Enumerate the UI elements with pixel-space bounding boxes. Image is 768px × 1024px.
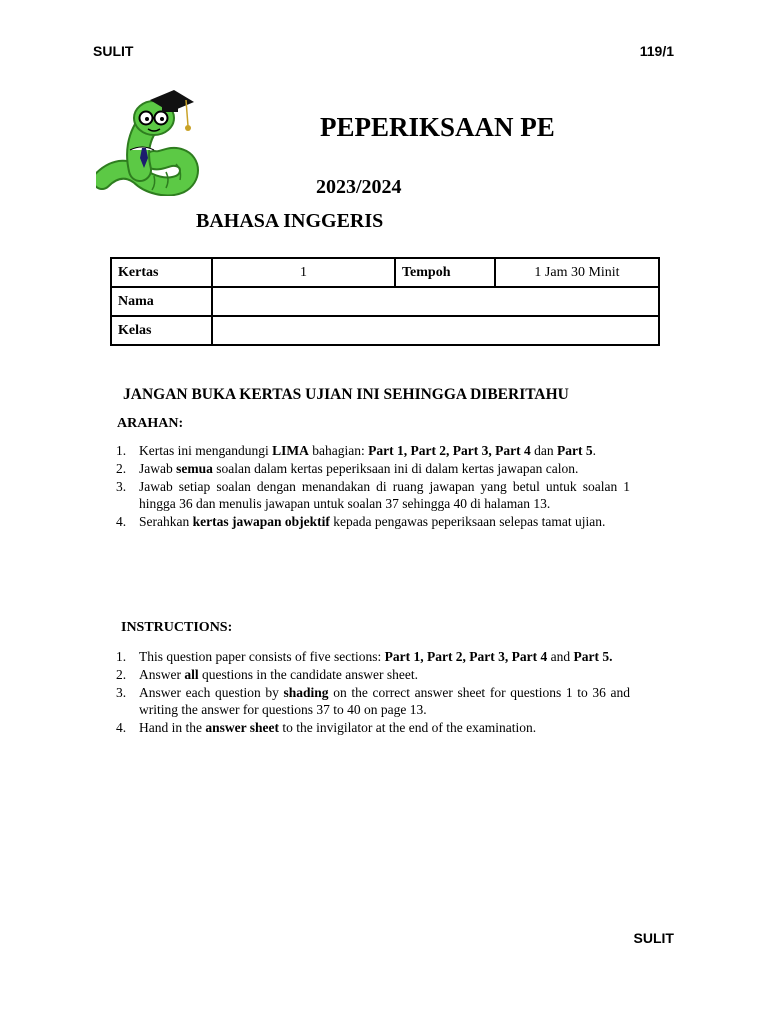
list-item: 4. Hand in the answer sheet to the invigilator at the end of the examination. [116,720,537,735]
kertas-value: 1 [212,258,395,287]
instructions-list [116,648,630,737]
list-item: 2. Jawab semua soalan dalam kertas peperiksaan ini di dalam kertas jawapan calon. [116,461,579,476]
instructions-heading: INSTRUCTIONS: [121,620,233,635]
table-row [111,287,659,316]
list-item: 1. This question paper consists of five sections: Part 1, Part 2, Part 3, Part 4 and Part 5. [116,649,613,664]
list-item: 3. Answer each question by shading on the correct answer sheet for questions 1 to 36 and writing the answer for questions 37 to 40 on page 13. [116,685,631,717]
arahan-heading: ARAHAN: [117,416,184,431]
exam-year: 2023/2024 [316,176,402,198]
exam-subject: BAHASA INGGERIS [196,210,384,232]
paper-code: 119/1 [639,43,674,59]
header-sulit-label: SULIT [93,43,134,59]
graduate-worm-icon [96,88,200,196]
footer-sulit-label: SULIT [633,930,674,946]
exam-title: PEPERIKSAAN PE [320,112,555,142]
list-item: 4. Serahkan kertas jawapan objektif kepada pengawas peperiksaan selepas tamat ujian. [116,514,606,529]
list-item: 1. Kertas ini mengandungi LIMA bahagian: Part 1, Part 2, Part 3, Part 4 dan Part 5. [116,443,597,458]
kelas-label: Kelas [111,316,212,345]
kelas-field[interactable] [212,316,659,345]
candidate-info-table [110,257,660,346]
tempoh-value: 1 Jam 30 Minit [495,258,659,287]
nama-field[interactable] [212,287,659,316]
do-not-open-warning: JANGAN BUKA KERTAS UJIAN INI SEHINGGA DIBERITAHU [123,386,569,403]
arahan-list [116,442,630,531]
table-row [111,316,659,345]
table-row [111,258,659,287]
kertas-label: Kertas [111,258,212,287]
nama-label: Nama [111,287,212,316]
tempoh-label: Tempoh [395,258,495,287]
list-item: 3. Jawab setiap soalan dengan menandakan di ruang jawapan yang betul untuk soalan 1 hingga 36 dan menulis jawapan untuk soalan 37 sehingga 40 di halaman 13. [116,479,630,511]
list-item: 2. Answer all questions in the candidate answer sheet. [116,667,418,682]
